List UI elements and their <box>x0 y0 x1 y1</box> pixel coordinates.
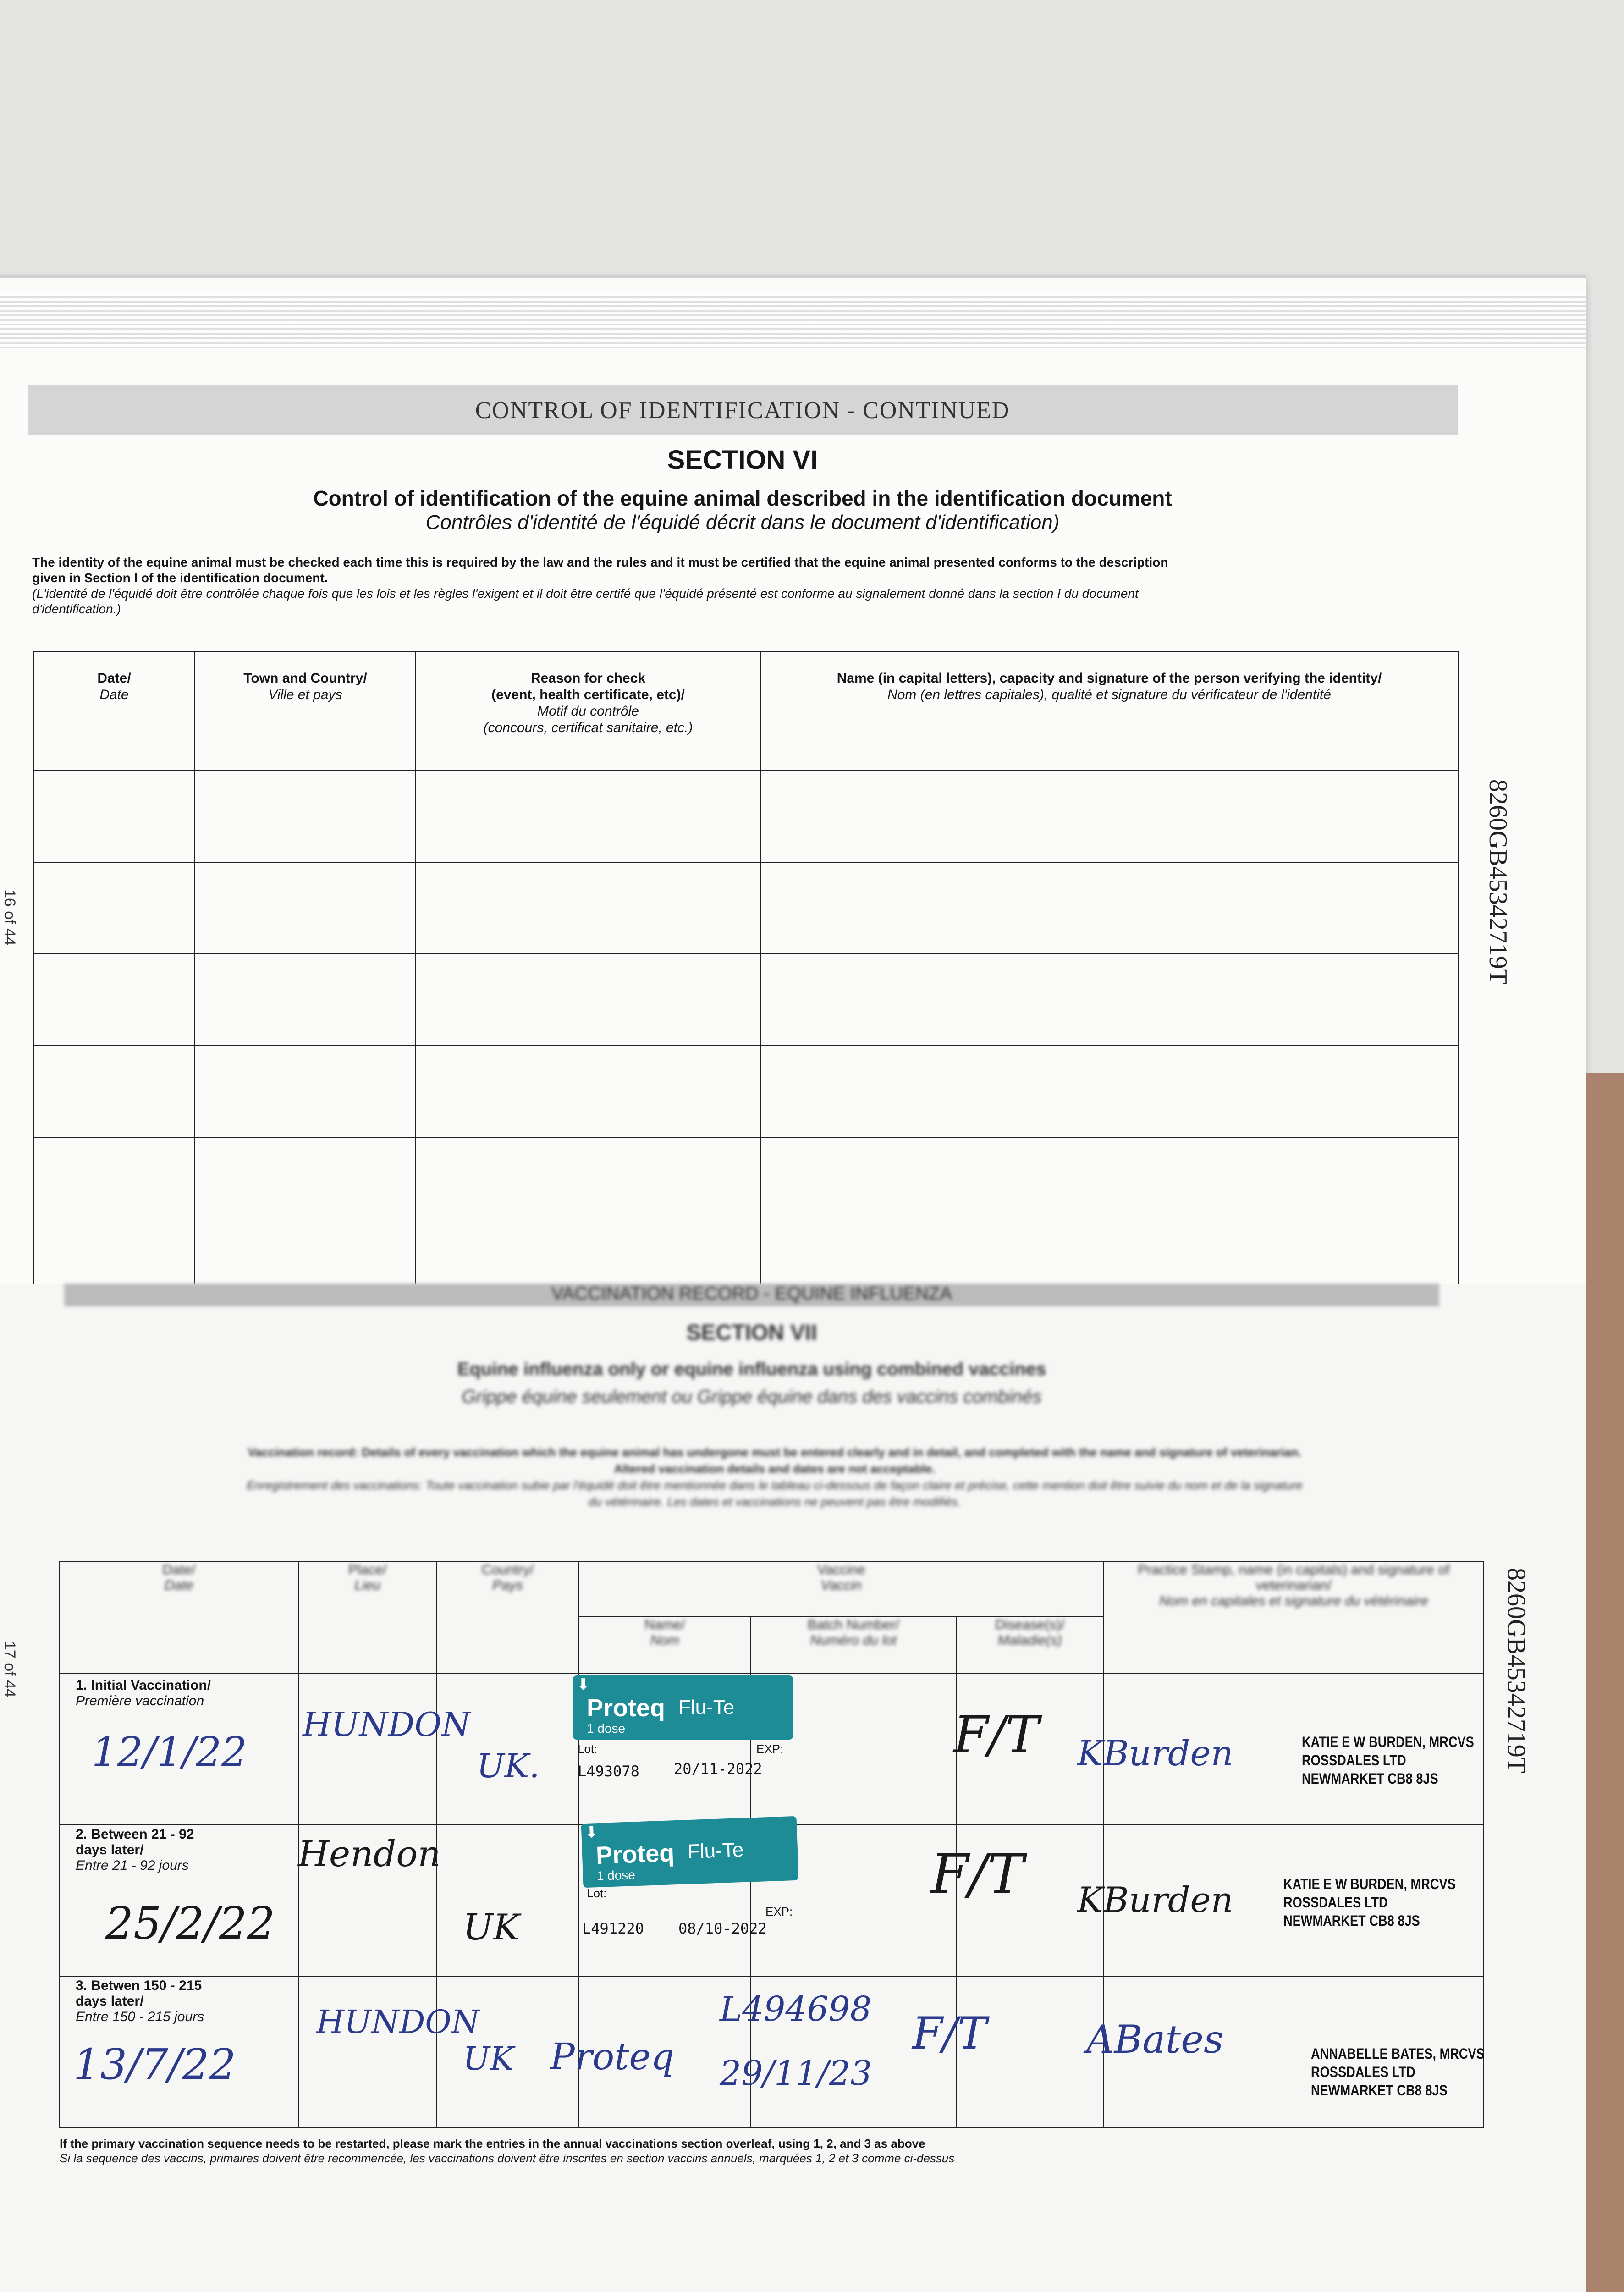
row-3-batch: L494698 <box>720 1989 872 2029</box>
row-2-practice-stamp: KATIE E W BURDEN, MRCVS ROSSDALES LTD NEWMARKET CB8 8JS <box>1283 1876 1456 1929</box>
sticker-dose: 1 dose <box>596 1868 636 1884</box>
vax-name-header: Name/ Nom <box>579 1616 750 1674</box>
row-2-place: Hendon <box>298 1834 441 1875</box>
vax-stamp-header: Practice Stamp, name (in capitals) and signature of veterinarian/ Nom en capitales et signature du vétérinaire <box>1104 1561 1484 1674</box>
proteq-sticker <box>581 1816 799 1888</box>
row-2-signature: KBurden <box>1077 1879 1233 1920</box>
sticker-dose: 1 dose <box>587 1721 626 1736</box>
identification-intro <box>32 555 1453 617</box>
vax-vaccine-header: Vaccine Vaccin <box>579 1561 1104 1616</box>
row-1-vaccine-label <box>564 1673 793 1788</box>
vax-batch-header: Batch Number/ Numéro du lot <box>750 1616 956 1674</box>
vax-disease-header: Disease(s)/ Maladie(s) <box>956 1616 1104 1674</box>
row-3-date: 13/7/22 <box>73 2040 236 2089</box>
vax-place-cell[interactable] <box>299 1976 436 2127</box>
row-1-date: 12/1/22 <box>92 1728 248 1775</box>
vax-country-header: Country/ Pays <box>436 1561 579 1674</box>
sticker-lot-label: Lot: <box>578 1742 598 1756</box>
col-verifier-header: Name (in capital letters), capacity and signature of the person verifying the identity/ Nom (en lettres capitales), qualité et signature du vérificateur de l'identité <box>760 651 1458 771</box>
intro-fr-line-2: d'identification.) <box>32 602 121 616</box>
band-title: CONTROL OF IDENTIFICATION - CONTINUED <box>475 397 1010 424</box>
control-identification-band <box>28 385 1458 435</box>
col-date-header: Date/ Date <box>33 651 195 771</box>
verifier-cell[interactable] <box>760 862 1458 954</box>
row-3-label: 3. Betwen 150 - 215 days later/ Entre 150 - 215 jours <box>76 1978 204 2024</box>
date-cell[interactable] <box>33 1046 195 1137</box>
intro-en-line-1: The identity of the equine animal must be checked each time this is required by the law and the rules and it must be certified that the equine animal presented conforms to the description <box>32 555 1168 569</box>
passport-cover-edge <box>1586 1073 1624 2292</box>
vaccination-title-en: Equine influenza only or equine influenza using combined vaccines <box>457 1359 1046 1379</box>
intro-fr-line-1: (L'identité de l'équidé doit être contrôlée chaque fois que les lois et les règles l'exigent et il doit être certifé que l'équidé présenté est conforme au signalement donné dans la section I du document <box>32 586 1139 601</box>
verifier-cell[interactable] <box>760 1046 1458 1137</box>
reason-cell[interactable] <box>416 954 760 1046</box>
section-title-fr: Contrôles d'identité de l'équidé décrit dans le document d'identification) <box>425 511 1060 534</box>
row-3-practice-stamp: ANNABELLE BATES, MRCVS ROSSDALES LTD NEWMARKET CB8 8JS <box>1311 2045 1485 2099</box>
passport-id-bottom: 8260GB45342719T <box>1502 1568 1530 1773</box>
arrow-down-icon: ⬇ <box>584 1823 599 1841</box>
row-2-vaccine-label <box>564 1815 793 1939</box>
intro-en-line-2: given in Section I of the identification document. <box>32 571 328 585</box>
row-1-practice-stamp: KATIE E W BURDEN, MRCVS ROSSDALES LTD NEWMARKET CB8 8JS <box>1302 1734 1474 1787</box>
verifier-cell[interactable] <box>760 1137 1458 1229</box>
sticker-exp-label: EXP: <box>756 1742 784 1756</box>
identification-table <box>33 651 1459 1284</box>
passport-id-top: 8260GB45342719T <box>1484 779 1512 985</box>
date-cell[interactable] <box>33 862 195 954</box>
sticker-exp-label: EXP: <box>765 1905 793 1918</box>
vaccination-footnote: If the primary vaccination sequence needs to be restarted, please mark the entries in the annual vaccinations section overleaf, using 1, 2, and 3 as above Si la sequence des vaccins, primaires doivent être recommencée, les vaccinations doivent être inscrites en section vaccins annuels, marquées 1, 2 et 3 comme ci-dessus <box>60 2137 955 2165</box>
reason-cell[interactable] <box>416 862 760 954</box>
row-3-signature: ABates <box>1086 2017 1224 2062</box>
vaccination-title-fr: Grippe équine seulement ou Grippe équine dans des vaccins combinés <box>462 1387 1042 1407</box>
table-row <box>33 1046 1458 1137</box>
row-1-country: UK. <box>477 1747 540 1785</box>
reason-cell[interactable] <box>416 1229 760 1284</box>
col-town-header: Town and Country/ Ville et pays <box>195 651 416 771</box>
sticker-lot: L493078 <box>578 1763 639 1780</box>
town-cell[interactable] <box>195 954 416 1046</box>
arrow-down-icon: ⬇ <box>577 1676 590 1693</box>
row-3-disease: F/T <box>912 2008 987 2059</box>
vax-place-cell[interactable] <box>299 1674 436 1825</box>
sticker-exp: 20/11-2022 <box>674 1760 762 1778</box>
row-2-disease: F/T <box>930 1843 1024 1906</box>
page-number-16: 16 of 44 <box>1 889 18 946</box>
vax-place-header: Place/ Lieu <box>299 1561 436 1674</box>
proteq-sticker <box>573 1675 793 1740</box>
row-3-country: UK <box>463 2040 514 2077</box>
row-1-label: 1. Initial Vaccination/ Première vaccination <box>76 1678 211 1708</box>
town-cell[interactable] <box>195 1137 416 1229</box>
town-cell[interactable] <box>195 862 416 954</box>
table-row <box>33 862 1458 954</box>
date-cell[interactable] <box>33 771 195 862</box>
row-1-place: HUNDON <box>303 1705 471 1744</box>
sticker-product: Flu-Te <box>678 1696 735 1719</box>
date-cell[interactable] <box>33 1137 195 1229</box>
vax-country-cell[interactable] <box>436 1825 579 1976</box>
reason-cell[interactable] <box>416 1046 760 1137</box>
sticker-lot: L491220 <box>582 1920 644 1937</box>
sticker-product: Flu-Te <box>687 1838 744 1863</box>
table-row <box>33 1137 1458 1229</box>
sticker-brand: Proteq <box>595 1839 675 1870</box>
town-cell[interactable] <box>195 771 416 862</box>
sticker-brand: Proteq <box>587 1694 666 1722</box>
page-edge-lines <box>0 293 1586 348</box>
verifier-cell[interactable] <box>760 771 1458 862</box>
row-1-signature: KBurden <box>1077 1733 1233 1774</box>
col-reason-header: Reason for check (event, health certificate, etc)/ Motif du contrôle (concours, certificat sanitaire, etc.) <box>416 651 760 771</box>
reason-cell[interactable] <box>416 1137 760 1229</box>
row-2-date: 25/2/22 <box>105 1898 275 1949</box>
sticker-lot-label: Lot: <box>587 1886 607 1900</box>
date-cell[interactable] <box>33 954 195 1046</box>
table-row <box>33 1229 1458 1284</box>
vax-date-header: Date/ Date <box>59 1561 299 1674</box>
row-2-country: UK <box>463 1907 520 1948</box>
sticker-exp: 08/10-2022 <box>678 1920 767 1937</box>
row-3-place: HUNDON <box>316 2003 480 2041</box>
town-cell[interactable] <box>195 1229 416 1284</box>
verifier-cell[interactable] <box>760 954 1458 1046</box>
section-title-en: Control of identification of the equine animal described in the identification document <box>313 486 1172 510</box>
row-2-label: 2. Between 21 - 92 days later/ Entre 21 - 92 jours <box>76 1827 194 1873</box>
vaccination-band: VACCINATION RECORD - EQUINE INFLUENZA <box>64 1284 1439 1306</box>
vaccination-intro: Vaccination record: Details of every vaccination which the equine animal has undergone must be entered clearly and in detail, and completed with the name and signature of veterinarian. Altered vaccination details and dates are not acceptable. Enregistrement des vaccinations: Toute vaccination subie par l'équidé doit être mentionnée dans le tableau ci-dessous de façon claire et précise, cette mention doit être suivie du nom et de la signature du vétérinaire. Les dates et vaccinations ne peuvent pas être modifiés. <box>247 1445 1303 1509</box>
row-3-vaccine-name: Proteq <box>550 2035 674 2078</box>
table-row <box>33 954 1458 1046</box>
date-cell[interactable] <box>33 1229 195 1284</box>
verifier-cell[interactable] <box>760 1229 1458 1284</box>
town-cell[interactable] <box>195 1046 416 1137</box>
row-1-disease: F/T <box>953 1705 1039 1764</box>
page-number-17: 17 of 44 <box>1 1641 18 1697</box>
vaccination-section-heading: SECTION VII <box>686 1321 817 1345</box>
reason-cell[interactable] <box>416 771 760 862</box>
row-3-batch-exp: 29/11/23 <box>720 2054 872 2093</box>
section-heading: SECTION VI <box>667 445 818 475</box>
table-row <box>33 771 1458 862</box>
